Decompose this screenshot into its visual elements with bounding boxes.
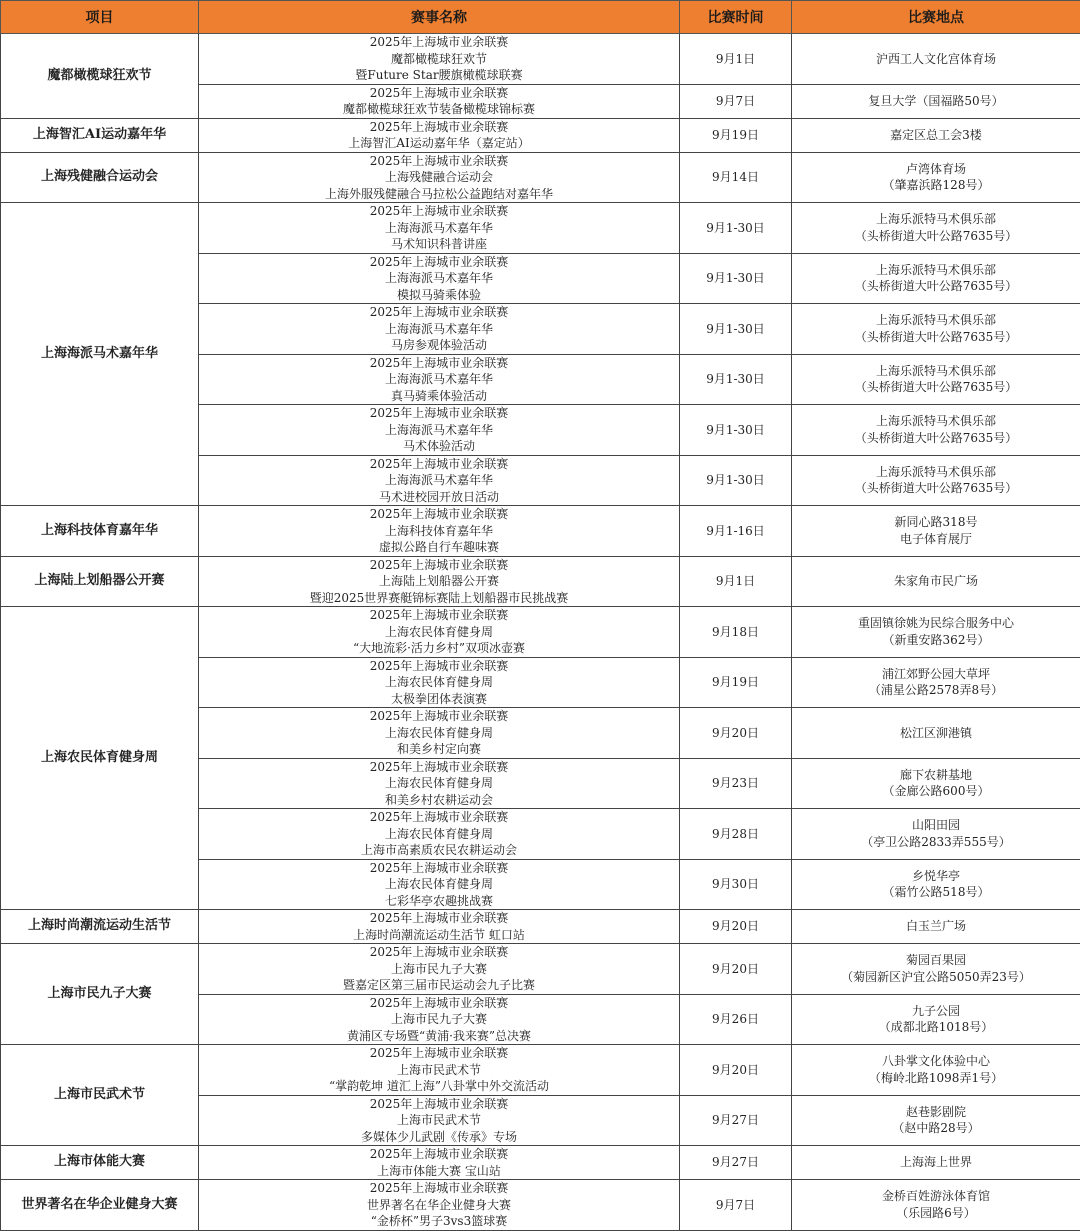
project-cell: 上海科技体育嘉年华 (1, 506, 199, 557)
event-name-cell (199, 994, 680, 1045)
event-name-line: 多媒体少儿武剧《传承》专场 (199, 1129, 679, 1146)
table-row (1, 34, 1080, 85)
event-name-line: 上海海派马术嘉年华 (199, 371, 679, 388)
table-row (1, 556, 1080, 607)
event-name-cell (199, 405, 680, 456)
project-cell: 上海市体能大赛 (1, 1146, 199, 1180)
event-venue-cell (792, 809, 1080, 860)
event-name-cell (199, 118, 680, 152)
event-name-cell (199, 152, 680, 203)
event-venue-line: 九子公园 (792, 1003, 1080, 1020)
table-row (1, 152, 1080, 203)
event-name-cell (199, 1095, 680, 1146)
event-name-line: 和美乡村农耕运动会 (199, 792, 679, 809)
event-venue-cell (792, 708, 1080, 759)
event-venue-cell (792, 253, 1080, 304)
project-cell: 上海市民九子大赛 (1, 944, 199, 1045)
event-venue-line: （头桥街道大叶公路7635号） (792, 228, 1080, 245)
project-cell: 魔都橄榄球狂欢节 (1, 34, 199, 119)
event-name-line: 2025年上海城市业余联赛 (199, 1096, 679, 1113)
header-project: 项目 (1, 1, 199, 34)
event-time-cell: 9月1-30日 (680, 405, 792, 456)
table-row (1, 1045, 1080, 1096)
event-venue-line: （梅岭北路1098弄1号） (792, 1070, 1080, 1087)
table-row (1, 1146, 1080, 1180)
event-venue-line: 卢湾体育场 (792, 161, 1080, 178)
event-venue-cell (792, 84, 1080, 118)
event-name-line: 2025年上海城市业余联赛 (199, 944, 679, 961)
event-time-cell: 9月20日 (680, 1045, 792, 1096)
event-name-line: 2025年上海城市业余联赛 (199, 995, 679, 1012)
event-name-cell (199, 34, 680, 85)
event-name-line: 2025年上海城市业余联赛 (199, 355, 679, 372)
event-venue-line: （头桥街道大叶公路7635号） (792, 379, 1080, 396)
event-time-cell: 9月28日 (680, 809, 792, 860)
event-name-cell (199, 708, 680, 759)
project-cell: 上海陆上划船器公开赛 (1, 556, 199, 607)
event-name-line: 上海市高素质农民农耕运动会 (199, 842, 679, 859)
event-name-line: 上海外服残健融合马拉松公益跑结对嘉年华 (199, 186, 679, 203)
event-name-line: 2025年上海城市业余联赛 (199, 708, 679, 725)
event-name-cell (199, 910, 680, 944)
event-name-line: 2025年上海城市业余联赛 (199, 34, 679, 51)
event-name-cell (199, 657, 680, 708)
event-name-line: 2025年上海城市业余联赛 (199, 1180, 679, 1197)
event-name-line: 魔都橄榄球狂欢节装备橄榄球锦标赛 (199, 101, 679, 118)
event-name-cell (199, 84, 680, 118)
event-venue-cell (792, 405, 1080, 456)
event-venue-line: 新同心路318号 (792, 514, 1080, 531)
event-name-line: 上海农民体育健身周 (199, 624, 679, 641)
event-name-line: 马房参观体验活动 (199, 337, 679, 354)
header-row (1, 1, 1080, 34)
event-name-line: 和美乡村定向赛 (199, 741, 679, 758)
event-name-line: 上海市民武术节 (199, 1062, 679, 1079)
project-cell: 上海海派马术嘉年华 (1, 203, 199, 506)
event-venue-cell (792, 859, 1080, 910)
event-name-line: 2025年上海城市业余联赛 (199, 557, 679, 574)
event-venue-cell (792, 354, 1080, 405)
event-venue-cell (792, 607, 1080, 658)
event-name-line: 2025年上海城市业余联赛 (199, 1146, 679, 1163)
event-venue-line: 上海乐派特马术俱乐部 (792, 413, 1080, 430)
event-venue-line: 上海乐派特马术俱乐部 (792, 312, 1080, 329)
event-venue-cell (792, 152, 1080, 203)
event-name-line: “大地流彩·活力乡村”双项冰壶赛 (199, 640, 679, 657)
event-venue-line: （乐园路6号） (792, 1205, 1080, 1222)
event-venue-line: 上海乐派特马术俱乐部 (792, 464, 1080, 481)
event-time-cell: 9月23日 (680, 758, 792, 809)
event-name-cell (199, 859, 680, 910)
event-venue-cell (792, 455, 1080, 506)
event-name-line: 暨迎2025世界赛艇锦标赛陆上划船器市民挑战赛 (199, 590, 679, 607)
event-venue-line: 乡悦华亭 (792, 868, 1080, 885)
event-venue-line: 嘉定区总工会3楼 (792, 127, 1080, 144)
event-name-cell (199, 944, 680, 995)
event-name-line: 魔都橄榄球狂欢节 (199, 51, 679, 68)
event-name-line: 2025年上海城市业余联赛 (199, 506, 679, 523)
event-time-cell: 9月1-30日 (680, 253, 792, 304)
table-row (1, 506, 1080, 557)
project-cell: 上海农民体育健身周 (1, 607, 199, 910)
event-venue-line: 松江区泖港镇 (792, 725, 1080, 742)
event-name-line: 2025年上海城市业余联赛 (199, 759, 679, 776)
event-name-cell (199, 506, 680, 557)
event-name-line: 上海农民体育健身周 (199, 826, 679, 843)
event-name-line: 2025年上海城市业余联赛 (199, 85, 679, 102)
event-venue-cell (792, 994, 1080, 1045)
event-name-cell (199, 203, 680, 254)
event-name-line: 七彩华亭农趣挑战赛 (199, 893, 679, 910)
project-cell: 上海时尚潮流运动生活节 (1, 910, 199, 944)
event-name-line: 上海农民体育健身周 (199, 775, 679, 792)
event-name-line: 上海海派马术嘉年华 (199, 220, 679, 237)
event-time-cell: 9月1-30日 (680, 304, 792, 355)
event-venue-line: 白玉兰广场 (792, 918, 1080, 935)
event-name-line: 世界著名在华企业健身大赛 (199, 1197, 679, 1214)
event-venue-cell (792, 1045, 1080, 1096)
event-name-line: 2025年上海城市业余联赛 (199, 119, 679, 136)
event-venue-cell (792, 1095, 1080, 1146)
event-name-cell (199, 1180, 680, 1231)
event-time-cell: 9月14日 (680, 152, 792, 203)
event-name-line: “金桥杯”男子3vs3篮球赛 (199, 1213, 679, 1230)
event-name-line: 模拟马骑乘体验 (199, 287, 679, 304)
event-venue-line: （头桥街道大叶公路7635号） (792, 329, 1080, 346)
event-name-line: 马术体验活动 (199, 438, 679, 455)
event-venue-cell (792, 944, 1080, 995)
event-venue-line: （浦星公路2578弄8号） (792, 682, 1080, 699)
event-name-line: 马术进校园开放日活动 (199, 489, 679, 506)
event-time-cell: 9月27日 (680, 1146, 792, 1180)
project-cell: 上海残健融合运动会 (1, 152, 199, 203)
event-name-line: 虚拟公路自行车趣味赛 (199, 539, 679, 556)
event-name-line: 2025年上海城市业余联赛 (199, 910, 679, 927)
event-venue-line: （头桥街道大叶公路7635号） (792, 480, 1080, 497)
event-venue-cell (792, 203, 1080, 254)
event-time-cell: 9月1-30日 (680, 455, 792, 506)
event-name-line: 2025年上海城市业余联赛 (199, 254, 679, 271)
event-name-cell (199, 1146, 680, 1180)
header-event-name: 赛事名称 (199, 1, 680, 34)
event-name-line: 2025年上海城市业余联赛 (199, 860, 679, 877)
event-name-line: 上海残健融合运动会 (199, 169, 679, 186)
event-time-cell: 9月20日 (680, 944, 792, 995)
table-row (1, 944, 1080, 995)
event-name-cell (199, 809, 680, 860)
event-time-cell: 9月1-30日 (680, 354, 792, 405)
event-venue-line: 电子体育展厅 (792, 531, 1080, 548)
event-time-cell: 9月20日 (680, 910, 792, 944)
event-time-cell: 9月19日 (680, 118, 792, 152)
event-venue-line: 上海乐派特马术俱乐部 (792, 211, 1080, 228)
event-venue-line: 八卦掌文化体验中心 (792, 1053, 1080, 1070)
event-name-line: 马术知识科普讲座 (199, 236, 679, 253)
header-venue: 比赛地点 (792, 1, 1080, 34)
event-name-line: 上海海派马术嘉年华 (199, 472, 679, 489)
event-venue-line: 上海乐派特马术俱乐部 (792, 262, 1080, 279)
event-venue-cell (792, 758, 1080, 809)
table-body (1, 34, 1080, 1231)
event-name-line: 上海海派马术嘉年华 (199, 270, 679, 287)
event-venue-line: 山阳田园 (792, 817, 1080, 834)
event-venue-line: 朱家角市民广场 (792, 573, 1080, 590)
event-venue-line: （金廊公路600号） (792, 783, 1080, 800)
event-time-cell: 9月19日 (680, 657, 792, 708)
event-venue-line: （成都北路1018号） (792, 1019, 1080, 1036)
project-cell: 世界著名在华企业健身大赛 (1, 1180, 199, 1231)
event-name-cell (199, 1045, 680, 1096)
event-name-line: 2025年上海城市业余联赛 (199, 456, 679, 473)
event-time-cell: 9月20日 (680, 708, 792, 759)
event-venue-line: 沪西工人文化宫体育场 (792, 51, 1080, 68)
event-venue-line: 菊园百果园 (792, 952, 1080, 969)
event-venue-line: （肇嘉浜路128号） (792, 177, 1080, 194)
event-name-line: 太极拳团体表演赛 (199, 691, 679, 708)
event-name-line: 上海海派马术嘉年华 (199, 422, 679, 439)
event-time-cell: 9月18日 (680, 607, 792, 658)
table-row (1, 607, 1080, 658)
event-time-cell: 9月1-30日 (680, 203, 792, 254)
event-venue-line: 浦江郊野公园大草坪 (792, 666, 1080, 683)
table-row (1, 1180, 1080, 1231)
table-row (1, 118, 1080, 152)
event-name-cell (199, 455, 680, 506)
event-name-cell (199, 354, 680, 405)
event-name-line: 上海农民体育健身周 (199, 725, 679, 742)
event-name-line: 暨Future Star腰旗橄榄球联赛 (199, 67, 679, 84)
event-venue-cell (792, 304, 1080, 355)
event-name-line: 上海科技体育嘉年华 (199, 523, 679, 540)
event-name-line: 上海陆上划船器公开赛 (199, 573, 679, 590)
event-venue-line: （赵中路28号） (792, 1120, 1080, 1137)
event-venue-line: 金桥百姓游泳体育馆 (792, 1188, 1080, 1205)
event-name-line: “掌韵乾坤 道汇上海”八卦掌中外交流活动 (199, 1078, 679, 1095)
event-venue-cell (792, 506, 1080, 557)
event-venue-line: （头桥街道大叶公路7635号） (792, 278, 1080, 295)
table-row (1, 203, 1080, 254)
event-name-line: 2025年上海城市业余联赛 (199, 1045, 679, 1062)
event-time-cell: 9月1日 (680, 34, 792, 85)
event-name-line: 2025年上海城市业余联赛 (199, 153, 679, 170)
event-venue-line: 赵巷影剧院 (792, 1104, 1080, 1121)
event-name-line: 上海市民九子大赛 (199, 1011, 679, 1028)
event-venue-line: （菊园新区沪宜公路5050弄23号） (792, 969, 1080, 986)
event-venue-line: 复旦大学（国福路50号） (792, 93, 1080, 110)
event-venue-line: （头桥街道大叶公路7635号） (792, 430, 1080, 447)
event-venue-cell (792, 1146, 1080, 1180)
event-name-cell (199, 607, 680, 658)
event-venue-cell (792, 556, 1080, 607)
event-venue-line: （霜竹公路518号） (792, 884, 1080, 901)
event-time-cell: 9月1日 (680, 556, 792, 607)
event-venue-line: （亭卫公路2833弄555号） (792, 834, 1080, 851)
event-name-line: 上海市体能大赛 宝山站 (199, 1163, 679, 1180)
event-name-line: 上海市民武术节 (199, 1112, 679, 1129)
event-time-cell: 9月7日 (680, 84, 792, 118)
event-venue-line: （新重安路362号） (792, 632, 1080, 649)
event-name-line: 黄浦区专场暨“黄浦·我来赛”总决赛 (199, 1028, 679, 1045)
event-venue-cell (792, 118, 1080, 152)
event-time-cell: 9月30日 (680, 859, 792, 910)
event-venue-line: 重固镇徐姚为民综合服务中心 (792, 615, 1080, 632)
table-row (1, 910, 1080, 944)
event-name-line: 真马骑乘体验活动 (199, 388, 679, 405)
project-cell: 上海市民武术节 (1, 1045, 199, 1146)
event-venue-cell (792, 910, 1080, 944)
event-name-line: 上海市民九子大赛 (199, 961, 679, 978)
project-cell: 上海智汇AI运动嘉年华 (1, 118, 199, 152)
event-time-cell: 9月26日 (680, 994, 792, 1045)
event-venue-cell (792, 1180, 1080, 1231)
event-name-line: 2025年上海城市业余联赛 (199, 304, 679, 321)
event-venue-line: 上海乐派特马术俱乐部 (792, 363, 1080, 380)
event-time-cell: 9月7日 (680, 1180, 792, 1231)
event-name-cell (199, 304, 680, 355)
event-venue-cell (792, 657, 1080, 708)
event-name-line: 上海农民体育健身周 (199, 674, 679, 691)
event-name-line: 2025年上海城市业余联赛 (199, 405, 679, 422)
event-name-cell (199, 758, 680, 809)
event-name-line: 2025年上海城市业余联赛 (199, 809, 679, 826)
header-time: 比赛时间 (680, 1, 792, 34)
event-name-cell (199, 253, 680, 304)
event-name-line: 上海海派马术嘉年华 (199, 321, 679, 338)
event-venue-cell (792, 34, 1080, 85)
event-name-line: 上海智汇AI运动嘉年华（嘉定站） (199, 135, 679, 152)
event-name-cell (199, 556, 680, 607)
event-venue-line: 廊下农耕基地 (792, 767, 1080, 784)
event-time-cell: 9月1-16日 (680, 506, 792, 557)
event-name-line: 上海农民体育健身周 (199, 876, 679, 893)
event-name-line: 2025年上海城市业余联赛 (199, 607, 679, 624)
event-name-line: 暨嘉定区第三届市民运动会九子比赛 (199, 977, 679, 994)
event-name-line: 2025年上海城市业余联赛 (199, 658, 679, 675)
event-time-cell: 9月27日 (680, 1095, 792, 1146)
event-name-line: 2025年上海城市业余联赛 (199, 203, 679, 220)
event-venue-line: 上海海上世界 (792, 1154, 1080, 1171)
event-name-line: 上海时尚潮流运动生活节 虹口站 (199, 927, 679, 944)
